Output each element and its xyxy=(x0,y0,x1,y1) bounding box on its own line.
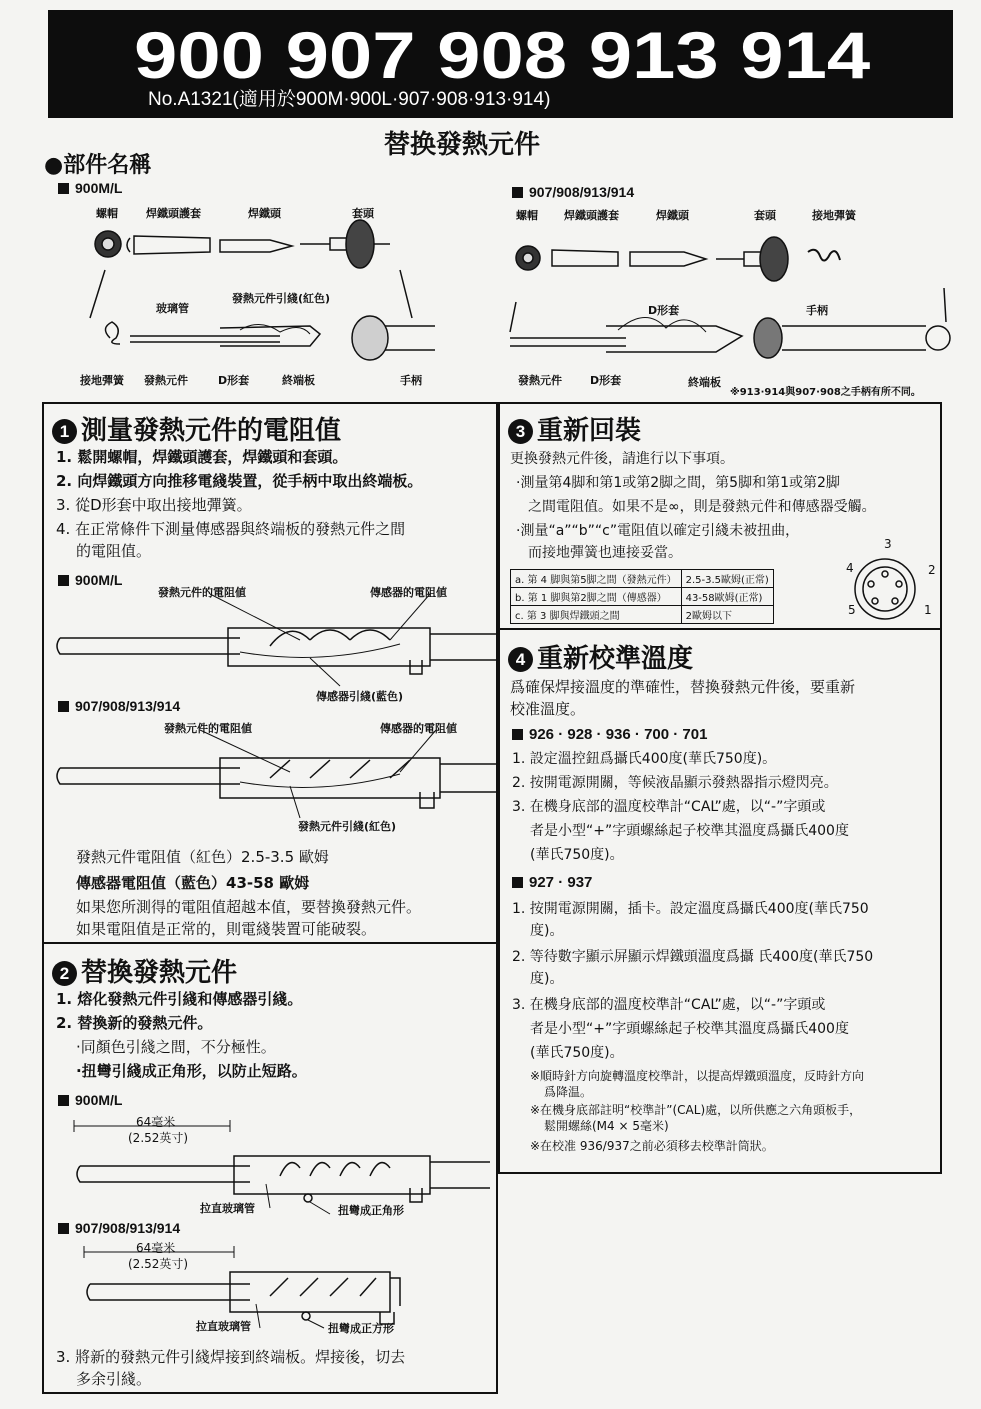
s1-step-2: 2. 向焊鐵頭方向推移電綫裝置，從手柄中取出終端板。 xyxy=(56,472,423,490)
parts-drawing-907-914 xyxy=(506,222,956,372)
s1-value-note-1: 如果您所測得的電阻值超越本值，要替換發熱元件。 xyxy=(76,898,422,916)
lbl-handle: 手柄 xyxy=(400,374,422,387)
table-row xyxy=(511,606,774,624)
s1-b-label-heater: 發熱元件的電阻値 xyxy=(164,722,252,735)
s3-bullet-2-cont: 而接地彈簧也連接妥當。 xyxy=(528,545,682,561)
s2-b-dim-mm: 64毫米 xyxy=(136,1241,176,1255)
s2-diagram-900ml xyxy=(70,1118,490,1208)
pin-1-label: 1 xyxy=(924,603,932,617)
s4-b-step-1-cont: 度)。 xyxy=(530,923,564,939)
table-cell: 43-58歐姆(正常) xyxy=(681,588,773,606)
s2-a-dim-mm: 64毫米 xyxy=(136,1115,176,1129)
parts-right-model xyxy=(512,184,634,200)
s1-diagram-900ml xyxy=(60,600,490,690)
s4-a-step-3-cont2: (華氏750度)。 xyxy=(530,847,624,863)
s4-a-step-3: 3. 在機身底部的溫度校準計“CAL”處，以“-”字頭或 xyxy=(512,799,826,815)
s1-model-b xyxy=(58,698,180,714)
s1-value-heater: 發熱元件電阻值（紅色）2.5-3.5 歐姆 xyxy=(76,848,329,866)
s1-model-b-text: 907/908/913/914 xyxy=(75,698,181,714)
s4-note-2: ※在機身底部註明“校準計”(CAL)處，以所供應之六角頭板手， xyxy=(530,1103,862,1117)
s3-bullet-1-cont: 之間電阻值。如果不是∞，則是發熱元件和傳感器受觸。 xyxy=(528,499,876,515)
lbl-r-terminal-board: 終端板 xyxy=(688,376,721,389)
section4-number: 4 xyxy=(508,647,533,672)
s1-step-3: 3. 從D形套中取出接地彈簧。 xyxy=(56,496,252,514)
lbl-nipple: 套頭 xyxy=(352,207,374,220)
lbl-nut: 螺帽 xyxy=(96,207,118,220)
table-cell: a. 第 4 脚與第5脚之間（發熱元件） xyxy=(511,570,682,588)
s4-b-step-3-cont: 者是小型“+”字頭螺絲起子校準其溫度爲攝氏400度 xyxy=(530,1021,849,1037)
parts-right-model-text: 907/908/913/914 xyxy=(529,184,635,200)
s4-group-a-title-text: 926 · 928 · 936 · 700 · 701 xyxy=(529,726,708,743)
lbl-heater: 發熱元件 xyxy=(144,374,188,387)
s4-group-a-title xyxy=(512,726,707,743)
s2-a-label-bend: 扭彎成正角形 xyxy=(338,1204,404,1217)
s1-model-a-text: 900M/L xyxy=(75,572,123,588)
lbl-r-handle: 手柄 xyxy=(806,304,828,317)
s2-b-label-straighten: 拉直玻璃管 xyxy=(196,1320,251,1333)
s2-final-step-cont: 多余引綫。 xyxy=(76,1370,152,1388)
s2-model-b xyxy=(58,1220,180,1236)
s4-b-step-3: 3. 在機身底部的溫度校準計“CAL”處，以“-”字頭或 xyxy=(512,997,826,1013)
s4-a-step-3-cont: 者是小型“+”字頭螺絲起子校準其溫度爲攝氏400度 xyxy=(530,823,849,839)
connector-pin-diagram xyxy=(852,556,918,622)
s3-intro: 更換發熱元件後，請進行以下事項。 xyxy=(510,451,734,467)
s2-model-b-text: 907/908/913/914 xyxy=(75,1220,181,1236)
lbl-r-nipple: 套頭 xyxy=(754,209,776,222)
s4-intro-cont: 校准溫度。 xyxy=(510,700,586,718)
section2-title-text: 替換發熱元件 xyxy=(81,958,238,988)
s1-a-label-heater: 發熱元件的電阻値 xyxy=(158,586,246,599)
lbl-r-tip-enclosure: 焊鐵頭護套 xyxy=(564,209,619,222)
s1-step-4: 4. 在正常條件下測量傳感器與終端板的發熱元件之間 xyxy=(56,520,406,538)
s2-a-dim-in: (2.52英寸) xyxy=(128,1131,189,1145)
s1-model-a xyxy=(58,572,122,588)
s2-bullet-2: ·扭彎引綫成正角形，以防止短路。 xyxy=(76,1062,307,1080)
model-numbers: 900 907 908 913 914 xyxy=(134,18,871,92)
s2-step-2: 2. 替換新的發熱元件。 xyxy=(56,1014,213,1032)
table-cell: b. 第 1 脚與第2脚之間（傳感器） xyxy=(511,588,682,606)
lbl-r-ground-spring: 接地彈簧 xyxy=(812,209,856,222)
table-cell: c. 第 3 脚與焊鐵頭之間 xyxy=(511,606,682,624)
pin-2-label: 2 xyxy=(928,563,936,577)
section1-title-text: 測量發熱元件的電阻值 xyxy=(81,416,342,446)
s2-model-a xyxy=(58,1092,122,1108)
s1-step-4-cont: 的電阻值。 xyxy=(76,542,152,560)
pin-4-label: 4 xyxy=(846,561,854,575)
s4-a-step-1: 1. 設定溫控鈕爲攝氏400度(華氏750度)。 xyxy=(512,751,777,767)
lbl-r-heater: 發熱元件 xyxy=(518,374,562,387)
s1-b-label-sensor: 傳感器的電阻値 xyxy=(380,722,457,735)
lbl-ground-spring: 接地彈簧 xyxy=(80,374,124,387)
section4-title-text: 重新校準溫度 xyxy=(537,644,694,674)
header-band xyxy=(48,10,953,118)
s4-group-b-title-text: 927 · 937 xyxy=(529,874,593,891)
page-title: 替换發熱元件 xyxy=(384,130,541,160)
s4-note-2-cont: 鬆開螺絲(M4 × 5毫米) xyxy=(544,1119,669,1133)
table-row xyxy=(511,588,774,606)
s3-bullet-2: ·測量“a”“b”“c”電阻值以確定引綫未被扭曲， xyxy=(516,523,800,539)
parts-drawing-900ml xyxy=(60,218,440,378)
s4-note-3: ※在校准 936/937之前必須移去校準計筒狀。 xyxy=(530,1139,774,1153)
lbl-r-d-sleeve: D形套 xyxy=(590,374,622,387)
s3-bullet-1: ·測量第4脚和第1或第2脚之間，第5脚和第1或第2脚 xyxy=(516,475,840,491)
table-row xyxy=(511,570,774,588)
s1-step-1: 1. 鬆開螺帽，焊鐵頭護套，焊鐵頭和套頭。 xyxy=(56,448,348,466)
lbl-d-sleeve: D形套 xyxy=(218,374,250,387)
s4-b-step-3-cont2: (華氏750度)。 xyxy=(530,1045,624,1061)
lbl-tip-enclosure: 焊鐵頭護套 xyxy=(146,207,201,220)
s2-b-dim-in: (2.52英寸) xyxy=(128,1257,189,1271)
s2-b-label-bend: 扭彎成正方形 xyxy=(328,1322,394,1335)
handle-note: ※913·914與907·908之手柄有所不同。 xyxy=(730,387,921,398)
section2-number: 2 xyxy=(52,961,77,986)
s1-b-label-heater-lead: 發熱元件引綫(紅色) xyxy=(298,820,397,833)
section1-number: 1 xyxy=(52,419,77,444)
s1-diagram-907-914 xyxy=(60,738,490,824)
lbl-tip: 焊鐵頭 xyxy=(248,207,281,220)
lbl-r-d-sleeve-top: D形套 xyxy=(648,304,680,317)
s4-b-step-1: 1. 按開電源開關，插卡。設定溫度爲攝氏400度(華氏750 xyxy=(512,901,869,917)
s4-a-step-2: 2. 按開電源開關，等候液晶顯示發熱器指示燈閃亮。 xyxy=(512,775,838,791)
lbl-glass-tube: 玻璃管 xyxy=(156,302,189,315)
parts-left-model xyxy=(58,180,122,196)
lbl-r-nut: 螺帽 xyxy=(516,209,538,222)
section4-title xyxy=(508,638,693,675)
table-cell: 2歐姆以下 xyxy=(681,606,773,624)
s2-model-a-text: 900M/L xyxy=(75,1092,123,1108)
lbl-r-tip: 焊鐵頭 xyxy=(656,209,689,222)
section3-title xyxy=(508,410,641,447)
s4-note-1-cont: 爲降温。 xyxy=(544,1085,593,1099)
pin-5-label: 5 xyxy=(848,603,856,617)
s2-a-label-straighten: 拉直玻璃管 xyxy=(200,1202,255,1215)
parts-left-model-text: 900M/L xyxy=(75,180,123,196)
s1-a-label-sensor-lead: 傳感器引綫(藍色) xyxy=(316,690,404,703)
s4-b-step-2: 2. 等待數字顯示屏顯示焊鐵頭溫度爲攝 氏400度(華氏750 xyxy=(512,949,874,965)
resistance-table xyxy=(510,569,774,624)
header-subtitle: No.A1321(適用於900M·900L·907·908·913·914) xyxy=(148,89,551,110)
s4-intro: 爲確保焊接溫度的準確性，替換發熱元件後，要重新 xyxy=(510,678,856,696)
parts-heading: ●部件名稱 xyxy=(44,153,152,178)
s2-final-step: 3. 將新的發熱元件引綫焊接到終端板。焊接後，切去 xyxy=(56,1348,406,1366)
section3-number: 3 xyxy=(508,419,533,444)
lbl-terminal-board: 終端板 xyxy=(282,374,315,387)
section2-title xyxy=(52,952,237,989)
s2-step-1: 1. 熔化發熱元件引綫和傳感器引綫。 xyxy=(56,990,303,1008)
table-cell: 2.5-3.5歐姆(正常) xyxy=(681,570,773,588)
s1-a-label-sensor: 傳感器的電阻値 xyxy=(370,586,447,599)
lbl-heater-lead: 發熱元件引綫(紅色) xyxy=(232,292,331,305)
s4-note-1: ※順時針方向旋轉溫度校準計，以提高焊鐵頭溫度，反時針方向 xyxy=(530,1069,865,1083)
section1-title xyxy=(52,410,341,447)
s1-value-sensor: 傳感器電阻值（藍色）43-58 歐姆 xyxy=(76,874,310,892)
s2-diagram-907-914 xyxy=(70,1244,490,1330)
pin-3-label: 3 xyxy=(884,537,892,551)
s2-bullet-1: ·同顏色引綫之間，不分極性。 xyxy=(76,1038,276,1056)
s1-value-note-2: 如果電阻值是正常的，則電綫裝置可能破裂。 xyxy=(76,920,377,938)
s4-group-b-title xyxy=(512,874,592,891)
section3-title-text: 重新回裝 xyxy=(537,416,642,446)
s4-b-step-2-cont: 度)。 xyxy=(530,971,564,987)
